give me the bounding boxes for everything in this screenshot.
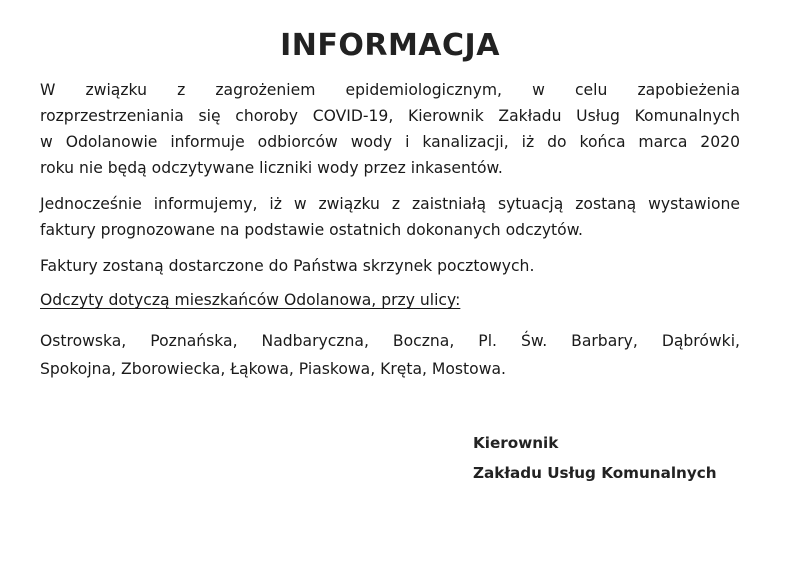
paragraph-delivery bbox=[40, 253, 740, 279]
paragraph-forecast-invoices bbox=[40, 191, 740, 243]
paragraph-line: w Odolanowie informuje odbiorców wody i kanalizacji, iż do końca marca 2020 bbox=[40, 133, 740, 151]
paragraph-line: Jednocześnie informujemy, iż w związku z zaistniałą sytuacją zostaną wystawione bbox=[40, 195, 740, 213]
paragraph-line: faktury prognozowane na podstawie ostatnich dokonanych odczytów. bbox=[40, 221, 583, 239]
signature-block bbox=[473, 428, 717, 488]
signature-title: Kierownik bbox=[473, 434, 559, 452]
streets-heading-text: Odczyty dotyczą mieszkańców Odolanowa, przy ulicy: bbox=[40, 291, 461, 309]
paragraph-line: Faktury zostaną dostarczone do Państwa skrzynek pocztowych. bbox=[40, 257, 535, 275]
streets-list bbox=[40, 327, 740, 383]
streets-heading bbox=[40, 287, 740, 313]
paragraph-line: roku nie będą odczytywane liczniki wody przez inkasentów. bbox=[40, 159, 503, 177]
paragraph-line: W związku z zagrożeniem epidemiologicznym, w celu zapobieżenia bbox=[40, 81, 740, 99]
streets-line: Ostrowska, Poznańska, Nadbaryczna, Boczna, Pl. Św. Barbary, Dąbrówki, bbox=[40, 332, 740, 350]
document-title: INFORMACJA bbox=[280, 28, 500, 63]
streets-line: Spokojna, Zborowiecka, Łąkowa, Piaskowa, Kręta, Mostowa. bbox=[40, 360, 506, 378]
paragraph-line: rozprzestrzeniania się choroby COVID-19, Kierownik Zakładu Usług Komunalnych bbox=[40, 107, 740, 125]
paragraph-epidemic-notice bbox=[40, 77, 740, 181]
signature-organization: Zakładu Usług Komunalnych bbox=[473, 464, 717, 482]
